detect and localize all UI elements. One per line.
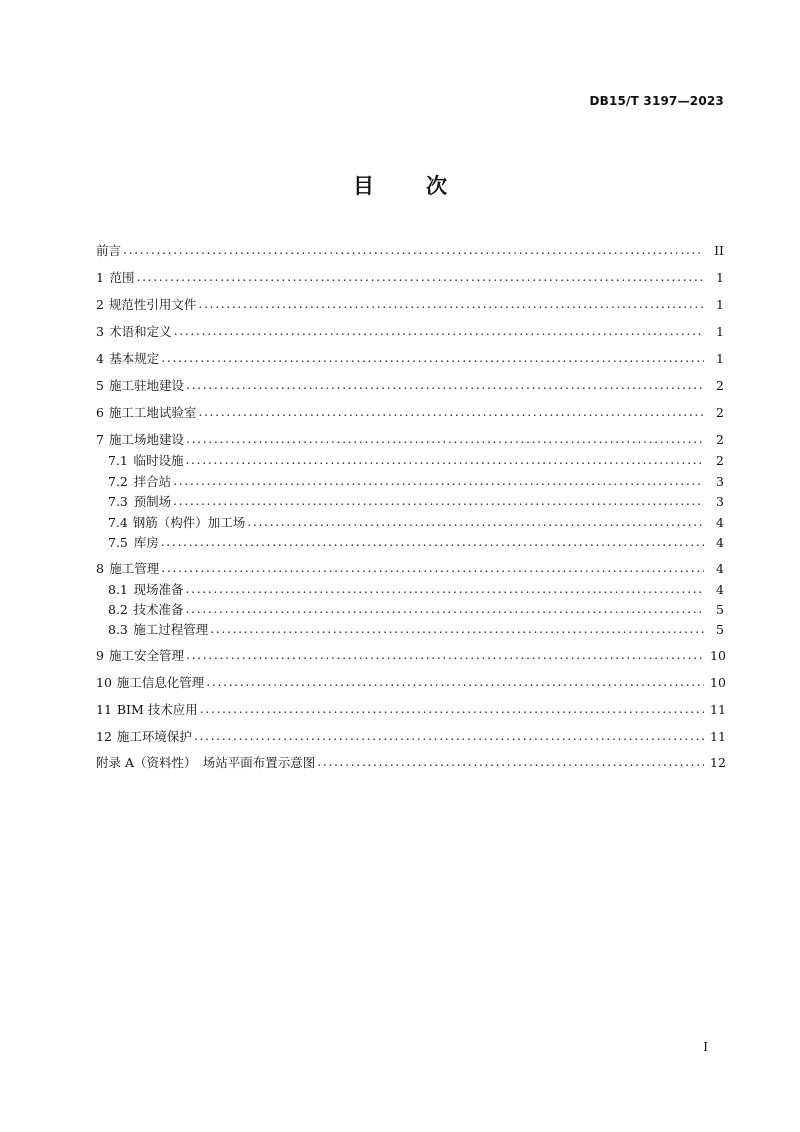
toc-leader-dots bbox=[186, 376, 704, 394]
toc-entry-8-2[interactable] bbox=[96, 601, 724, 619]
toc-entry-page: 3 bbox=[716, 474, 724, 489]
toc-entry-label: 施工管理 bbox=[109, 561, 160, 576]
toc-leader-dots bbox=[161, 559, 704, 577]
toc-entry-number: 9 bbox=[96, 648, 104, 663]
toc-entry-number: 12 bbox=[96, 729, 112, 744]
toc-entry-7-5[interactable] bbox=[96, 534, 724, 552]
toc-entry-9[interactable] bbox=[96, 647, 724, 665]
toc-entry-number: 7.4 bbox=[108, 515, 128, 530]
toc-entry-number: 11 bbox=[96, 702, 112, 717]
toc-entry-7-3[interactable] bbox=[96, 493, 724, 511]
toc-entry-label: 预制场 bbox=[133, 494, 172, 509]
toc-entry-page: 2 bbox=[716, 378, 724, 393]
toc-entry-label: 库房 bbox=[133, 535, 159, 550]
toc-entry-page: 11 bbox=[710, 729, 726, 744]
toc-entry-label: 施工信息化管理 bbox=[116, 675, 205, 690]
toc-entry-number: 8 bbox=[96, 561, 104, 576]
toc-leader-dots bbox=[161, 349, 704, 367]
toc-leader-dots bbox=[123, 241, 704, 259]
toc-entry-4[interactable] bbox=[96, 350, 724, 368]
toc-leader-dots bbox=[185, 600, 704, 618]
toc-title-char-1: 目 bbox=[353, 174, 374, 198]
toc-entry-label: 附录 A（资料性） 场站平面布置示意图 bbox=[96, 755, 316, 770]
toc-entry-page: 10 bbox=[710, 648, 726, 663]
toc-entry-label: 施工过程管理 bbox=[133, 622, 209, 637]
toc-entry-7[interactable] bbox=[96, 431, 724, 449]
toc-entry-page: 11 bbox=[710, 702, 726, 717]
toc-leader-dots bbox=[210, 620, 704, 638]
toc-entry-label: 拌合站 bbox=[133, 474, 172, 489]
toc-title-char-2: 次 bbox=[426, 174, 447, 198]
toc-leader-dots bbox=[137, 268, 705, 286]
toc-leader-dots bbox=[247, 513, 704, 531]
toc-entry-label: 钢筋（构件）加工场 bbox=[132, 515, 246, 530]
toc-leader-dots bbox=[317, 753, 704, 771]
toc-entry-page: 5 bbox=[716, 622, 724, 637]
toc-entry-number: 6 bbox=[96, 405, 104, 420]
toc-entry-1[interactable] bbox=[96, 269, 724, 287]
toc-entry-8[interactable] bbox=[96, 560, 724, 578]
toc-entry-5[interactable] bbox=[96, 377, 724, 395]
toc-entry-12[interactable] bbox=[96, 728, 724, 746]
toc-entry-number: 7 bbox=[96, 432, 104, 447]
toc-entry-2[interactable] bbox=[96, 296, 724, 314]
toc-leader-dots bbox=[174, 322, 704, 340]
toc-entry-appendix-a[interactable] bbox=[96, 754, 724, 772]
toc-leader-dots bbox=[186, 646, 704, 664]
toc-entry-11[interactable] bbox=[96, 701, 724, 719]
toc-entry-label: 施工工地试验室 bbox=[108, 405, 197, 420]
toc-entry-number: 2 bbox=[96, 297, 104, 312]
toc-entry-label: 技术准备 bbox=[133, 602, 184, 617]
toc-entry-page: 2 bbox=[716, 432, 724, 447]
toc-entry-label: 规范性引用文件 bbox=[108, 297, 197, 312]
toc-entry-page: 4 bbox=[716, 535, 724, 550]
toc-entry-6[interactable] bbox=[96, 404, 724, 422]
toc-entry-page: 12 bbox=[710, 755, 726, 770]
toc-entry-label: 施工环境保护 bbox=[116, 729, 192, 744]
toc-entry-page: 3 bbox=[716, 494, 724, 509]
toc-entry-3[interactable] bbox=[96, 323, 724, 341]
toc-entry-page: 4 bbox=[716, 561, 724, 576]
toc-entry-7-2[interactable] bbox=[96, 473, 724, 491]
toc-leader-dots bbox=[186, 430, 704, 448]
toc-entry-label: 临时设施 bbox=[133, 453, 184, 468]
toc-entry-number: 5 bbox=[96, 378, 104, 393]
toc-entry-number: 8.3 bbox=[108, 622, 128, 637]
toc-entry-page: 1 bbox=[716, 270, 724, 285]
toc-leader-dots bbox=[198, 295, 704, 313]
toc-entry-number: 10 bbox=[96, 675, 112, 690]
toc-entry-foreword[interactable] bbox=[96, 242, 724, 260]
toc-entry-label: BIM 技术应用 bbox=[116, 702, 198, 717]
toc-entry-label: 前言 bbox=[96, 243, 122, 258]
toc-entry-number: 1 bbox=[96, 270, 104, 285]
toc-entry-number: 4 bbox=[96, 351, 104, 366]
toc-leader-dots bbox=[198, 403, 704, 421]
toc-entry-7-4[interactable] bbox=[96, 514, 724, 532]
toc-leader-dots bbox=[161, 533, 704, 551]
toc-leader-dots bbox=[200, 700, 704, 718]
document-code: DB15/T 3197—2023 bbox=[589, 94, 724, 108]
toc-entry-label: 施工场地建设 bbox=[109, 432, 185, 447]
toc-entry-number: 3 bbox=[96, 324, 104, 339]
toc-entry-8-3[interactable] bbox=[96, 621, 724, 639]
toc-entry-page: 2 bbox=[716, 453, 724, 468]
toc-leader-dots bbox=[173, 472, 704, 490]
toc-entry-7-1[interactable] bbox=[96, 452, 724, 470]
toc-entry-label: 施工驻地建设 bbox=[109, 378, 185, 393]
toc-leader-dots bbox=[185, 451, 704, 469]
toc-entry-page: 1 bbox=[716, 297, 724, 312]
toc-leader-dots bbox=[173, 492, 704, 510]
toc-entry-number: 7.5 bbox=[108, 535, 128, 550]
toc-entry-number: 7.2 bbox=[108, 474, 128, 489]
toc-title bbox=[0, 170, 800, 200]
page-number: I bbox=[703, 1040, 708, 1054]
toc-leader-dots bbox=[194, 727, 704, 745]
toc-entry-page: II bbox=[714, 243, 724, 258]
toc-leader-dots bbox=[185, 580, 704, 598]
toc-entry-page: 2 bbox=[716, 405, 724, 420]
toc-entry-page: 10 bbox=[710, 675, 726, 690]
toc-entry-label: 施工安全管理 bbox=[109, 648, 185, 663]
toc-entry-page: 1 bbox=[716, 324, 724, 339]
toc-entry-page: 1 bbox=[716, 351, 724, 366]
toc-entry-number: 8.1 bbox=[108, 582, 128, 597]
toc-entry-label: 基本规定 bbox=[109, 351, 160, 366]
toc-entry-8-1[interactable] bbox=[96, 581, 724, 599]
toc-entry-page: 4 bbox=[716, 515, 724, 530]
toc-entry-10[interactable] bbox=[96, 674, 724, 692]
toc-entry-label: 现场准备 bbox=[133, 582, 184, 597]
toc-leader-dots bbox=[206, 673, 704, 691]
toc-entry-number: 7.1 bbox=[108, 453, 128, 468]
toc-entry-page: 4 bbox=[716, 582, 724, 597]
toc-entry-label: 范围 bbox=[109, 270, 135, 285]
toc-entry-number: 8.2 bbox=[108, 602, 128, 617]
toc-entry-page: 5 bbox=[716, 602, 724, 617]
toc-entry-number: 7.3 bbox=[108, 494, 128, 509]
toc-entry-label: 术语和定义 bbox=[109, 324, 172, 339]
